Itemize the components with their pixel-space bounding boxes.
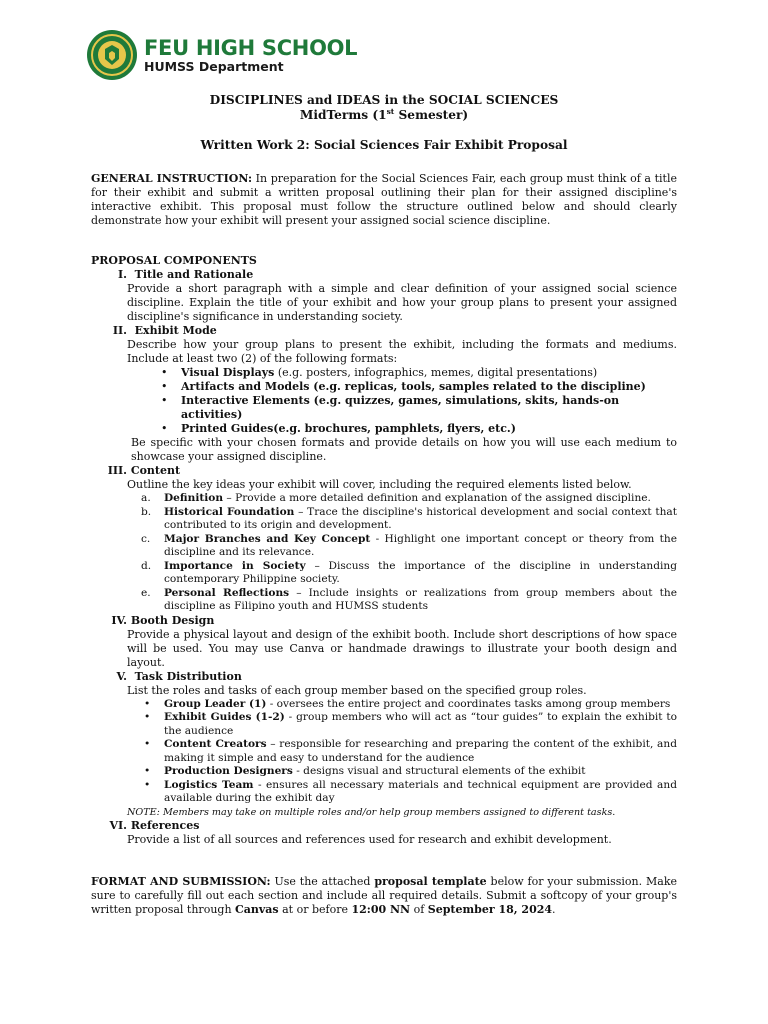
list-item: c. Major Branches and Key Concept - Highlight one important concept or theory from the discipline and its relevance. [141,532,677,558]
content-list [91,492,677,614]
list-item: • Production Designers - designs visual and structural elements of the exhibit [127,765,677,779]
roles-list [91,698,677,806]
section-text: List the roles and tasks of each group member based on the specified group roles. [127,683,587,697]
section-text: Provide a physical layout and design of the exhibit booth. Include short descriptions of how space will be used. You may use Canva or handmade drawings to illustrate your booth design and layout. [127,627,677,669]
list-item: • Printed Guides(e.g. brochures, pamphlets, flyers, etc.) [127,422,677,436]
department-name: HUMSS Department [144,58,284,74]
document-titles [0,93,768,153]
list-item: • Content Creators – responsible for researching and preparing the content of the exhibit, and making it simple and easy to understand for the audience [127,738,677,765]
list-item: • Group Leader (1) - oversees the entire project and coordinates tasks among group members [127,698,677,712]
list-item: e. Personal Reflections – Include insights or realizations from group members about the discipline as Filipino youth and HUMSS students [141,586,677,612]
section-booth-design: IV. Booth Design [111,613,215,627]
brand-block [144,37,357,74]
section-references: VI. References [109,818,200,832]
section-exhibit-mode: II. Exhibit Mode [112,324,217,337]
document-body [91,172,677,917]
section-title-rationale: I. Title and Rationale [118,268,254,281]
letterhead [86,26,357,84]
list-item: a. Definition – Provide a more detailed definition and explanation of the assigned discipline. [141,492,651,504]
format-list [91,366,677,436]
work-title: Written Work 2: Social Sciences Fair Exhibit Proposal [200,138,568,152]
section-text: Provide a list of all sources and references used for research and exhibit development. [127,832,612,846]
list-item: • Logistics Team - ensures all necessary materials and technical equipment are provided and available during the exhibit day [127,779,677,806]
components-heading: PROPOSAL COMPONENTS [91,254,257,267]
section-content: III. Content [107,464,181,477]
list-item: • Artifacts and Models (e.g. replicas, tools, samples related to the discipline) [127,380,677,394]
roles-note: NOTE: Members may take on multiple roles and/or help group members assigned to different tasks. [127,806,616,818]
section-text: Describe how your group plans to present the exhibit, including the formats and mediums. Include at least two (2) of the following formats: [127,338,677,365]
list-item: • Exhibit Guides (1-2) - group members who will act as “tour guides” to explain the exhibit to the audience [127,711,677,738]
school-seal-icon [86,29,138,81]
section-text: Provide a short paragraph with a simple and clear definition of your assigned social science discipline. Explain the title of your exhibit and how your group plans to present your assigned discipline's significance in understanding society. [127,282,677,323]
format-submission: FORMAT AND SUBMISSION: Use the attached proposal template below for your submission. Make sure to carefully fill out each section and include all required details. Submit a softcopy of your group's written proposal through Canvas at or before 12:00 NN of September 18, 2024. [91,874,677,916]
general-instruction: GENERAL INSTRUCTION: In preparation for the Social Sciences Fair, each group must think of a title for their exhibit and submit a written proposal outlining their plan for their assigned discipline's interactive exhibit. This proposal must follow the structure outlined below and should clearly demonstrate how your exhibit will present your assigned social science discipline. [91,172,677,227]
list-item: d. Importance in Society – Discuss the importance of the discipline in understanding contemporary Philippine society. [141,559,677,585]
term-title: MidTerms (1st Semester) [299,106,469,122]
section-text: Outline the key ideas your exhibit will cover, including the required elements listed below. [127,478,632,491]
school-name: FEU HIGH SCHOOL [144,35,358,60]
list-item: • Interactive Elements (e.g. quizzes, games, simulations, skits, hands-on activities) [127,394,677,422]
list-item: b. Historical Foundation – Trace the discipline's historical development and social context that contributed to its origin and development. [141,505,677,531]
section-task-distribution: V. Task Distribution [116,669,242,683]
course-title: DISCIPLINES and IDEAS in the SOCIAL SCIENCES [209,93,559,107]
section-text: Be specific with your chosen formats and provide details on how you will use each medium to showcase your assigned discipline. [131,436,677,463]
list-item: • Visual Displays (e.g. posters, infographics, memes, digital presentations) [127,366,677,380]
